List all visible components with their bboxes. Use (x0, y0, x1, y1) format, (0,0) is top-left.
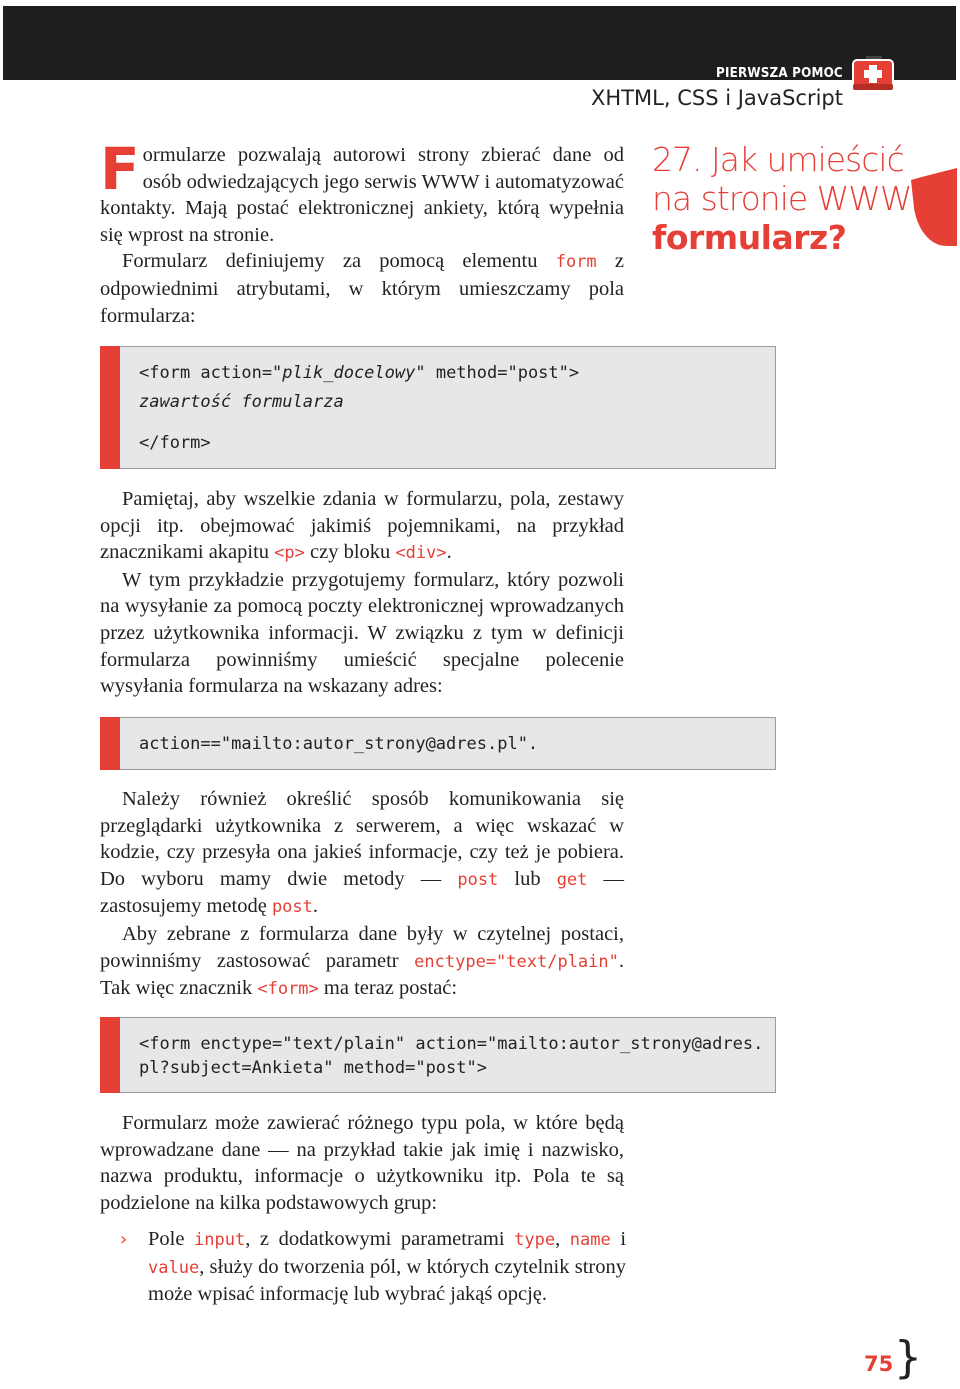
book-title: XHTML, CSS i JavaScript (591, 86, 843, 110)
code-line: zawartość formularza (139, 392, 344, 412)
code-line: <form action="plik_docelowy" method="post"> (139, 363, 580, 383)
code-line: action=="mailto:autor_strony@adres.pl". (139, 734, 539, 754)
heading-line-2: na stronie WWW (652, 179, 912, 218)
section-2-text (100, 486, 624, 700)
page-number: 75 (864, 1352, 894, 1376)
intro-paragraph-2: Formularz definiujemy za pomocą elementu form z odpowiednimi atrybutami, w którym umieszczamy pola formularza: (100, 250, 624, 327)
inline-code: enctype="text/plain" (414, 951, 619, 972)
page-brace-icon: } (894, 1332, 922, 1383)
chapter-tab-marker (911, 168, 957, 246)
inline-code: form (555, 252, 597, 273)
heading-line-1: 27. Jak umieścić (652, 140, 904, 179)
inline-code: type (514, 1230, 556, 1250)
code-line: </form> (139, 433, 211, 453)
list-item: › Pole input, z dodatkowymi parametrami type, name i value, służy do tworzenia pól, w których czytelnik strony może wpisać informację lub wybrać jakąś opcję. (120, 1228, 627, 1306)
paragraph: W tym przykładzie przygotujemy formularz, który pozwoli na wysyłanie za pomocą poczty elektronicznej wprowadzanych przez użytkownika informacji. W związku z tym w definicji formularza powinniśmy umieścić specjalne polecenie wysyłania formularza na wskazany adres: (100, 568, 624, 698)
code-line: pl?subject=Ankieta" method="post"> (139, 1058, 487, 1078)
inline-code: name (569, 1230, 611, 1250)
code-block-action (100, 717, 776, 770)
inline-code: get (556, 869, 588, 890)
first-aid-kit-icon (850, 48, 898, 96)
heading-line-3: formularz? (652, 218, 847, 257)
code-block-form-enctype (100, 1017, 776, 1093)
drop-cap: F (100, 135, 140, 203)
inline-code: <div> (395, 543, 447, 564)
intro-paragraph-1: Formularze pozwalają autorowi strony zbierać dane od osób odwiedzających jego serwis WWW i automatyzować kontakty. Mają postać elektronicznej ankiety, którą wypełnia się wprost na stronie. (100, 135, 624, 246)
code-line: <form enctype="text/plain" action="mailto:autor_strony@adres. (139, 1034, 764, 1054)
intro-text (100, 135, 624, 329)
inline-code: value (148, 1257, 200, 1278)
paragraph: Pamiętaj, aby wszelkie zdania w formularzu, pola, zestawy opcji itp. obejmować jakimiś pojemnikami, na przykład znacznikami akapitu <p> czy bloku <div>. (100, 488, 624, 564)
inline-code: post (457, 869, 499, 890)
inline-code: <form> (257, 979, 319, 1000)
code-block-form (100, 346, 776, 469)
paragraph: Formularz może zawierać różnego typu pola, w które będą wprowadzane dane — na przykład takie jak imię i nazwisko, nazwa produktu, informacje o użytkowniku itp. Pola te są podzielone na kilka podstawowych grup: (100, 1112, 624, 1214)
inline-code: input (194, 1230, 246, 1250)
bullet-arrow-icon: › (120, 1229, 128, 1250)
section-4-text (100, 1110, 624, 1216)
section-heading (652, 140, 912, 257)
inline-code: post (271, 897, 313, 918)
inline-code: <p> (274, 543, 305, 564)
paragraph: Należy również określić sposób komunikowania się przeglądarki użytkownika z serwerem, a więc wskazać w kodzie, czy przesyła ona jakieś informacje, czy też je pobiera. Do wyboru mamy dwie metody — post lub get — zastosujemy metodę post. (100, 788, 625, 918)
section-3-text (100, 786, 624, 1003)
series-label: PIERWSZA POMOC (716, 66, 843, 81)
paragraph: Aby zebrane z formularza dane były w czytelnej postaci, powinniśmy zastosować parametr enctype="text/plain". Tak więc znacznik <form> ma teraz postać: (100, 922, 624, 1000)
